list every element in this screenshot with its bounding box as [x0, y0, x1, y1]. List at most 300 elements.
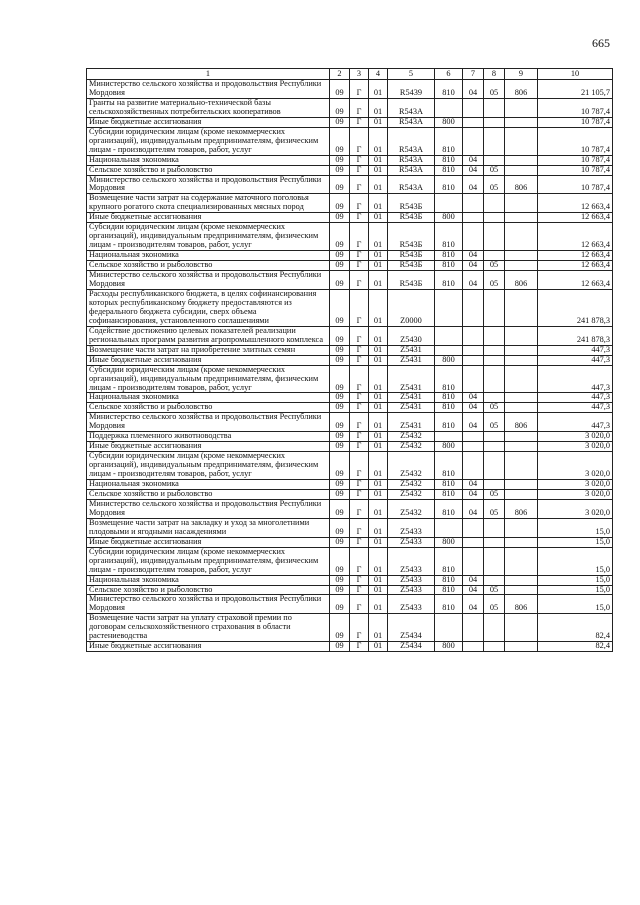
code-cell: Z5432 — [388, 499, 435, 518]
code-cell: 09 — [330, 547, 350, 575]
code-cell — [484, 355, 505, 365]
code-cell: 09 — [330, 355, 350, 365]
code-cell: 01 — [369, 642, 388, 652]
code-cell: Г — [350, 413, 369, 432]
code-cell: 09 — [330, 345, 350, 355]
code-cell: 09 — [330, 175, 350, 194]
amount-cell: 10 787,4 — [538, 175, 613, 194]
code-cell — [484, 365, 505, 393]
code-cell: Г — [350, 80, 369, 99]
row-name-cell: Поддержка племенного животноводства — [87, 432, 330, 442]
code-cell: Г — [350, 403, 369, 413]
code-cell: 01 — [369, 403, 388, 413]
code-cell: Г — [350, 432, 369, 442]
code-cell: 810 — [435, 127, 463, 155]
budget-table — [86, 68, 613, 652]
code-cell: Г — [350, 480, 369, 490]
code-cell: 04 — [463, 155, 484, 165]
code-cell — [484, 326, 505, 345]
code-cell: Z5432 — [388, 489, 435, 499]
code-cell: 09 — [330, 251, 350, 261]
code-cell: 01 — [369, 271, 388, 290]
table-row — [87, 345, 613, 355]
row-name-cell: Иные бюджетные ассигнования — [87, 442, 330, 452]
code-cell — [505, 547, 538, 575]
code-cell: 01 — [369, 480, 388, 490]
code-cell: 05 — [484, 165, 505, 175]
table-row — [87, 117, 613, 127]
row-name-cell: Иные бюджетные ассигнования — [87, 642, 330, 652]
code-cell: 01 — [369, 585, 388, 595]
code-cell: Z5433 — [388, 518, 435, 537]
code-cell — [463, 117, 484, 127]
code-cell: Z5434 — [388, 614, 435, 642]
code-cell: 01 — [369, 355, 388, 365]
code-cell — [484, 117, 505, 127]
code-cell: 09 — [330, 452, 350, 480]
code-cell: 01 — [369, 98, 388, 117]
code-cell: Г — [350, 355, 369, 365]
code-cell — [505, 585, 538, 595]
code-cell — [484, 452, 505, 480]
amount-cell: 82,4 — [538, 642, 613, 652]
code-cell — [463, 452, 484, 480]
code-cell: 810 — [435, 452, 463, 480]
code-cell: 01 — [369, 194, 388, 213]
code-cell — [463, 442, 484, 452]
code-cell — [463, 432, 484, 442]
code-cell: 09 — [330, 98, 350, 117]
code-cell: 09 — [330, 403, 350, 413]
amount-cell: 447,3 — [538, 413, 613, 432]
code-cell: Г — [350, 499, 369, 518]
code-cell — [484, 537, 505, 547]
table-row — [87, 518, 613, 537]
table-row — [87, 213, 613, 223]
code-cell: 09 — [330, 326, 350, 345]
table-row — [87, 223, 613, 251]
code-cell: Г — [350, 271, 369, 290]
code-cell: 04 — [463, 403, 484, 413]
code-cell: 01 — [369, 518, 388, 537]
code-cell — [505, 127, 538, 155]
table-row — [87, 393, 613, 403]
code-cell: 01 — [369, 614, 388, 642]
column-header: 1 — [87, 69, 330, 80]
code-cell: R543А — [388, 155, 435, 165]
code-cell: 800 — [435, 355, 463, 365]
code-cell: Z5431 — [388, 413, 435, 432]
row-name-cell: Министерство сельского хозяйства и продовольствия Республики Мордовия — [87, 413, 330, 432]
code-cell — [435, 289, 463, 326]
code-cell — [505, 155, 538, 165]
code-cell — [505, 289, 538, 326]
row-name-cell: Расходы республиканского бюджета, в целях софинансирования которых республиканскому бюджету предоставляются из федерального бюджета субсидии, сверх объема софинансирования, установленного соглашениями — [87, 289, 330, 326]
code-cell — [463, 289, 484, 326]
amount-cell: 447,3 — [538, 345, 613, 355]
code-cell: 800 — [435, 642, 463, 652]
code-cell: Г — [350, 642, 369, 652]
column-header: 5 — [388, 69, 435, 80]
code-cell — [484, 642, 505, 652]
code-cell — [435, 432, 463, 442]
code-cell — [463, 518, 484, 537]
code-cell: R543А — [388, 117, 435, 127]
code-cell: 05 — [484, 403, 505, 413]
amount-cell: 241 878,3 — [538, 289, 613, 326]
code-cell: Z5432 — [388, 452, 435, 480]
code-cell — [505, 489, 538, 499]
code-cell — [484, 251, 505, 261]
code-cell — [435, 345, 463, 355]
code-cell — [463, 98, 484, 117]
code-cell: 09 — [330, 289, 350, 326]
table-body — [87, 80, 613, 652]
code-cell: 810 — [435, 575, 463, 585]
amount-cell: 3 020,0 — [538, 442, 613, 452]
code-cell: Z5431 — [388, 393, 435, 403]
code-cell: 810 — [435, 489, 463, 499]
code-cell — [484, 223, 505, 251]
row-name-cell: Национальная экономика — [87, 155, 330, 165]
table-row — [87, 489, 613, 499]
code-cell: 09 — [330, 261, 350, 271]
code-cell: 01 — [369, 251, 388, 261]
code-cell: 01 — [369, 537, 388, 547]
row-name-cell: Министерство сельского хозяйства и продовольствия Республики Мордовия — [87, 595, 330, 614]
amount-cell: 12 663,4 — [538, 194, 613, 213]
code-cell: Г — [350, 547, 369, 575]
code-cell — [435, 326, 463, 345]
code-cell — [435, 614, 463, 642]
code-cell: 01 — [369, 595, 388, 614]
code-cell: Г — [350, 489, 369, 499]
code-cell: Г — [350, 595, 369, 614]
code-cell: 09 — [330, 223, 350, 251]
code-cell: Г — [350, 442, 369, 452]
code-cell: Г — [350, 575, 369, 585]
code-cell — [484, 547, 505, 575]
code-cell: Г — [350, 537, 369, 547]
code-cell — [505, 575, 538, 585]
amount-cell: 21 105,7 — [538, 80, 613, 99]
code-cell: 01 — [369, 413, 388, 432]
code-cell: 810 — [435, 393, 463, 403]
table-row — [87, 595, 613, 614]
code-cell — [505, 452, 538, 480]
code-cell: 04 — [463, 595, 484, 614]
code-cell: Г — [350, 194, 369, 213]
row-name-cell: Иные бюджетные ассигнования — [87, 213, 330, 223]
code-cell: 09 — [330, 518, 350, 537]
column-header: 6 — [435, 69, 463, 80]
code-cell: 05 — [484, 585, 505, 595]
code-cell: Z5432 — [388, 442, 435, 452]
code-cell: 09 — [330, 165, 350, 175]
code-cell: 04 — [463, 585, 484, 595]
code-cell: R543А — [388, 165, 435, 175]
code-cell: Г — [350, 223, 369, 251]
code-cell: 01 — [369, 432, 388, 442]
row-name-cell: Национальная экономика — [87, 480, 330, 490]
code-cell: 09 — [330, 432, 350, 442]
code-cell: 05 — [484, 413, 505, 432]
code-cell: 09 — [330, 585, 350, 595]
code-cell: Z5433 — [388, 585, 435, 595]
code-cell: 09 — [330, 127, 350, 155]
code-cell: 09 — [330, 442, 350, 452]
code-cell — [484, 518, 505, 537]
code-cell — [505, 355, 538, 365]
code-cell: 01 — [369, 575, 388, 585]
amount-cell: 12 663,4 — [538, 213, 613, 223]
code-cell: Г — [350, 98, 369, 117]
code-cell — [505, 403, 538, 413]
amount-cell: 82,4 — [538, 614, 613, 642]
code-cell: 09 — [330, 365, 350, 393]
code-cell — [505, 642, 538, 652]
code-cell: R543Б — [388, 194, 435, 213]
amount-cell: 12 663,4 — [538, 271, 613, 290]
code-cell — [463, 326, 484, 345]
code-cell — [484, 98, 505, 117]
amount-cell: 10 787,4 — [538, 155, 613, 165]
table-row — [87, 547, 613, 575]
code-cell: Г — [350, 251, 369, 261]
code-cell: 800 — [435, 442, 463, 452]
code-cell: 09 — [330, 537, 350, 547]
row-name-cell: Сельское хозяйство и рыболовство — [87, 489, 330, 499]
code-cell — [484, 393, 505, 403]
amount-cell: 10 787,4 — [538, 127, 613, 155]
code-cell: Z5432 — [388, 432, 435, 442]
code-cell: 810 — [435, 413, 463, 432]
code-cell: 01 — [369, 261, 388, 271]
code-cell: Г — [350, 213, 369, 223]
code-cell: Z5433 — [388, 595, 435, 614]
code-cell: 810 — [435, 271, 463, 290]
code-cell: R543Б — [388, 251, 435, 261]
table-row — [87, 585, 613, 595]
row-name-cell: Министерство сельского хозяйства и продовольствия Республики Мордовия — [87, 175, 330, 194]
row-name-cell: Возмещение части затрат на содержание маточного поголовья крупного рогатого скота специализированных мясных пород — [87, 194, 330, 213]
code-cell — [435, 98, 463, 117]
row-name-cell: Иные бюджетные ассигнования — [87, 117, 330, 127]
row-name-cell: Гранты на развитие материально-технической базы сельскохозяйственных потребительских кооперативов — [87, 98, 330, 117]
code-cell: 05 — [484, 499, 505, 518]
code-cell: 810 — [435, 595, 463, 614]
code-cell: 04 — [463, 261, 484, 271]
code-cell — [505, 442, 538, 452]
code-cell: 09 — [330, 271, 350, 290]
table-row — [87, 403, 613, 413]
code-cell: 01 — [369, 213, 388, 223]
row-name-cell: Сельское хозяйство и рыболовство — [87, 403, 330, 413]
code-cell — [484, 345, 505, 355]
code-cell: 09 — [330, 614, 350, 642]
table-row — [87, 499, 613, 518]
table-row — [87, 80, 613, 99]
table-row — [87, 289, 613, 326]
code-cell: 09 — [330, 80, 350, 99]
table-row — [87, 98, 613, 117]
code-cell: 04 — [463, 393, 484, 403]
table-row — [87, 127, 613, 155]
budget-table-container — [86, 68, 612, 652]
code-cell: 04 — [463, 575, 484, 585]
table-row — [87, 480, 613, 490]
code-cell: Г — [350, 175, 369, 194]
code-cell: 810 — [435, 403, 463, 413]
amount-cell: 3 020,0 — [538, 489, 613, 499]
code-cell — [505, 194, 538, 213]
row-name-cell: Сельское хозяйство и рыболовство — [87, 165, 330, 175]
code-cell: 09 — [330, 413, 350, 432]
code-cell: 01 — [369, 117, 388, 127]
code-cell: 09 — [330, 155, 350, 165]
column-header: 4 — [369, 69, 388, 80]
code-cell: 04 — [463, 271, 484, 290]
code-cell: 806 — [505, 413, 538, 432]
column-header: 10 — [538, 69, 613, 80]
code-cell — [505, 213, 538, 223]
code-cell: 09 — [330, 575, 350, 585]
code-cell: Г — [350, 365, 369, 393]
code-cell: 05 — [484, 489, 505, 499]
code-cell — [484, 614, 505, 642]
amount-cell: 15,0 — [538, 585, 613, 595]
code-cell — [505, 614, 538, 642]
code-cell: Г — [350, 393, 369, 403]
code-cell: 01 — [369, 289, 388, 326]
code-cell — [463, 642, 484, 652]
code-cell: 09 — [330, 213, 350, 223]
row-name-cell: Сельское хозяйство и рыболовство — [87, 585, 330, 595]
code-cell — [505, 98, 538, 117]
code-cell: 01 — [369, 155, 388, 165]
table-row — [87, 194, 613, 213]
code-cell: 04 — [463, 480, 484, 490]
code-cell: 800 — [435, 117, 463, 127]
code-cell: 806 — [505, 499, 538, 518]
code-cell — [505, 537, 538, 547]
code-cell: Z5431 — [388, 355, 435, 365]
code-cell: 01 — [369, 499, 388, 518]
code-cell — [505, 518, 538, 537]
column-header: 9 — [505, 69, 538, 80]
table-row — [87, 413, 613, 432]
code-cell: 810 — [435, 155, 463, 165]
code-cell: 810 — [435, 365, 463, 393]
code-cell: R543Б — [388, 261, 435, 271]
row-name-cell: Субсидии юридическим лицам (кроме некоммерческих организаций), индивидуальным предпринимателям, физическим лицам - производителям товаров, работ, услуг — [87, 365, 330, 393]
table-row — [87, 642, 613, 652]
table-row — [87, 165, 613, 175]
code-cell — [484, 442, 505, 452]
code-cell: 01 — [369, 175, 388, 194]
code-cell — [505, 261, 538, 271]
code-cell — [435, 194, 463, 213]
amount-cell: 15,0 — [538, 547, 613, 575]
code-cell: Z5430 — [388, 326, 435, 345]
row-name-cell: Иные бюджетные ассигнования — [87, 537, 330, 547]
code-cell — [505, 251, 538, 261]
row-name-cell: Содействие достижению целевых показателей реализации региональных программ развития агропромышленного комплекса — [87, 326, 330, 345]
code-cell: 04 — [463, 413, 484, 432]
table-row — [87, 251, 613, 261]
code-cell — [484, 155, 505, 165]
amount-cell: 12 663,4 — [538, 251, 613, 261]
row-name-cell: Министерство сельского хозяйства и продовольствия Республики Мордовия — [87, 499, 330, 518]
row-name-cell: Субсидии юридическим лицам (кроме некоммерческих организаций), индивидуальным предпринимателям, физическим лицам - производителям товаров, работ, услуг — [87, 452, 330, 480]
code-cell — [505, 393, 538, 403]
table-row — [87, 261, 613, 271]
code-cell: 01 — [369, 365, 388, 393]
code-cell: R543А — [388, 175, 435, 194]
code-cell: 09 — [330, 480, 350, 490]
column-header: 2 — [330, 69, 350, 80]
amount-cell: 447,3 — [538, 365, 613, 393]
code-cell: 01 — [369, 223, 388, 251]
code-cell: 04 — [463, 499, 484, 518]
page-number: 665 — [592, 36, 610, 50]
code-cell — [505, 432, 538, 442]
code-cell: Z5431 — [388, 365, 435, 393]
code-cell: Г — [350, 127, 369, 155]
code-cell: 09 — [330, 117, 350, 127]
code-cell — [463, 127, 484, 155]
code-cell: 01 — [369, 393, 388, 403]
code-cell: 09 — [330, 499, 350, 518]
code-cell: Г — [350, 165, 369, 175]
code-cell: 04 — [463, 489, 484, 499]
table-row — [87, 614, 613, 642]
code-cell: 01 — [369, 165, 388, 175]
code-cell: Г — [350, 345, 369, 355]
code-cell: R543А — [388, 127, 435, 155]
code-cell — [463, 547, 484, 575]
code-cell: R5439 — [388, 80, 435, 99]
amount-cell: 15,0 — [538, 537, 613, 547]
code-cell: 01 — [369, 326, 388, 345]
amount-cell: 3 020,0 — [538, 499, 613, 518]
code-cell: 01 — [369, 442, 388, 452]
code-cell — [505, 365, 538, 393]
code-cell: 806 — [505, 595, 538, 614]
code-cell: 810 — [435, 165, 463, 175]
code-cell — [505, 223, 538, 251]
code-cell: Г — [350, 155, 369, 165]
table-row — [87, 537, 613, 547]
code-cell: 04 — [463, 80, 484, 99]
code-cell: 04 — [463, 175, 484, 194]
code-cell: Г — [350, 289, 369, 326]
code-cell: 04 — [463, 251, 484, 261]
table-row — [87, 355, 613, 365]
amount-cell: 10 787,4 — [538, 117, 613, 127]
table-row — [87, 575, 613, 585]
table-row — [87, 326, 613, 345]
code-cell: 01 — [369, 452, 388, 480]
code-cell — [484, 127, 505, 155]
code-cell: 09 — [330, 595, 350, 614]
code-cell: 01 — [369, 489, 388, 499]
code-cell: 09 — [330, 194, 350, 213]
amount-cell: 15,0 — [538, 518, 613, 537]
code-cell — [463, 537, 484, 547]
code-cell: R543А — [388, 98, 435, 117]
table-row — [87, 432, 613, 442]
